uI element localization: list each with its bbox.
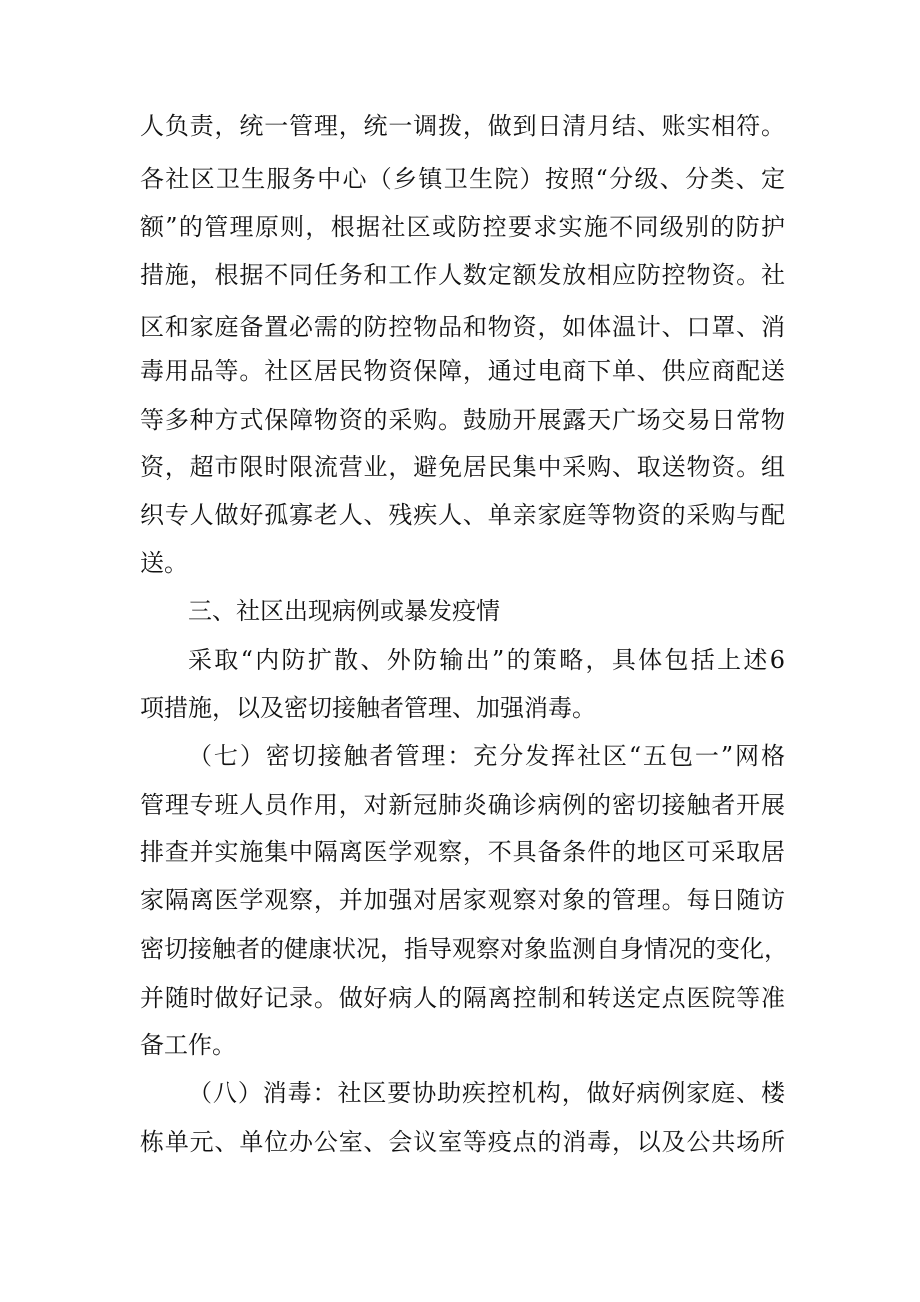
- paragraph-line: 措施，根据不同任务和工作人数定额发放相应防控物资。社: [140, 261, 785, 289]
- paragraph-line: 排查并实施集中隔离医学观察，不具备条件的地区可采取居: [140, 838, 785, 866]
- paragraph-line: 织专人做好孤寡老人、残疾人、单亲家庭等物资的采购与配: [140, 501, 785, 529]
- paragraph-line: 密切接触者的健康状况，指导观察对象监测自身情况的变化，: [140, 935, 788, 963]
- paragraph-line: 并随时做好记录。做好病人的隔离控制和转送定点医院等准: [140, 984, 785, 1012]
- paragraph-line: 项措施，以及密切接触者管理、加强消毒。: [140, 694, 596, 722]
- paragraph-line: 备工作。: [140, 1031, 236, 1059]
- paragraph-line: 采取“内防扩散、外防输出”的策略，具体包括上述6: [188, 646, 785, 674]
- section-heading: 三、社区出现病例或暴发疫情: [188, 597, 500, 625]
- paragraph-line: （八）消毒：社区要协助疾控机构，做好病例家庭、楼: [188, 1079, 785, 1107]
- paragraph-line: 毒用品等。社区居民物资保障，通过电商下单、供应商配送: [140, 357, 785, 385]
- paragraph-line: 等多种方式保障物资的采购。鼓励开展露天广场交易日常物: [140, 406, 785, 434]
- paragraph-line: 送。: [140, 549, 188, 577]
- paragraph-line: 家隔离医学观察，并加强对居家观察对象的管理。每日随访: [140, 886, 785, 914]
- paragraph-line: （七）密切接触者管理：充分发挥社区“五包一”网格: [188, 742, 785, 770]
- paragraph-line: 资，超市限时限流营业，避免居民集中采购、取送物资。组: [140, 453, 785, 481]
- paragraph-line: 额”的管理原则，根据社区或防控要求实施不同级别的防护: [140, 213, 785, 241]
- paragraph-line: 区和家庭备置必需的防控物品和物资，如体温计、口罩、消: [140, 313, 785, 341]
- paragraph-line: 人负责，统一管理，统一调拨，做到日清月结、账实相符。: [140, 112, 785, 140]
- paragraph-line: 栋单元、单位办公室、会议室等疫点的消毒，以及公共场所: [140, 1128, 785, 1156]
- paragraph-line: 管理专班人员作用，对新冠肺炎确诊病例的密切接触者开展: [140, 791, 785, 819]
- paragraph-line: 各社区卫生服务中心（乡镇卫生院）按照“分级、分类、定: [140, 165, 785, 193]
